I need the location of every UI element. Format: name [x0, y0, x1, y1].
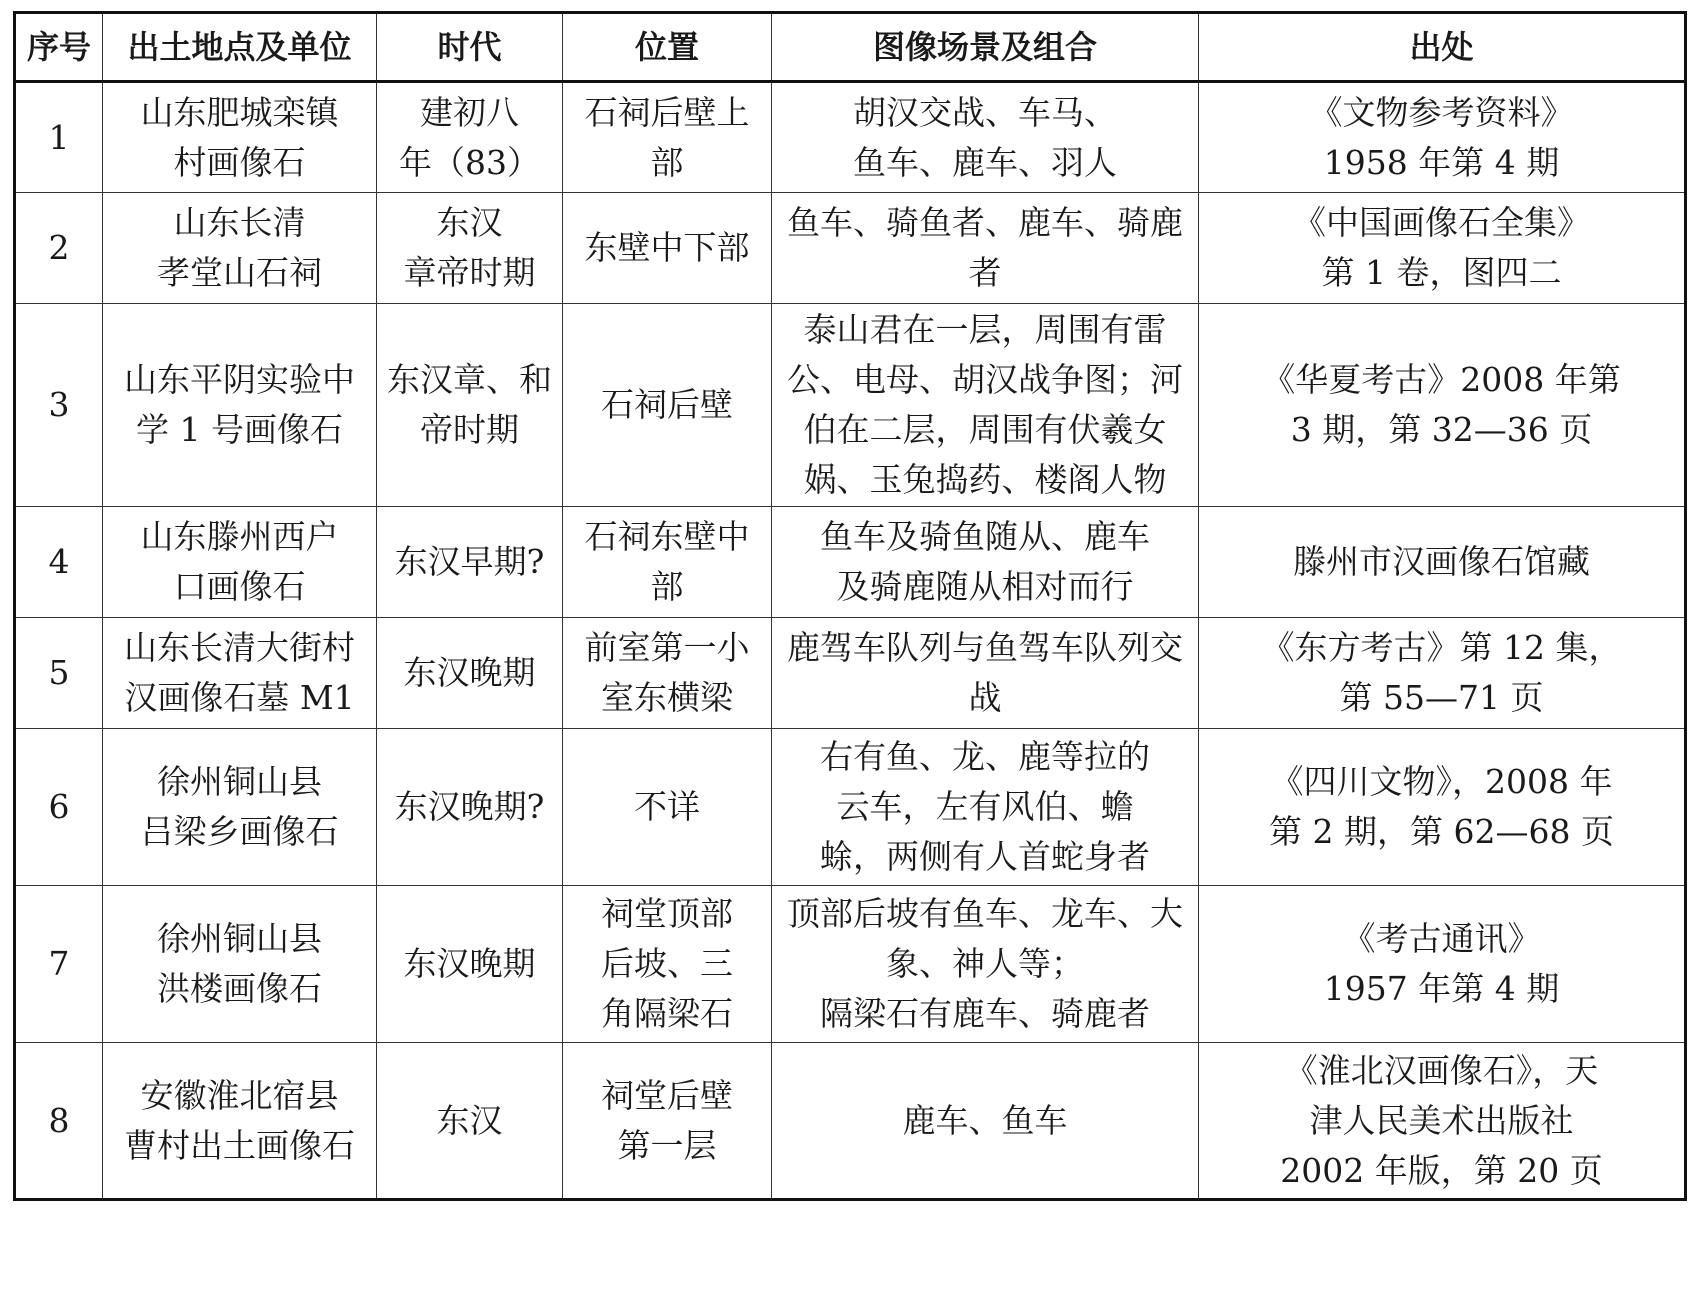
- site-table: [13, 11, 1687, 1201]
- cell-index: 6: [15, 729, 103, 886]
- cell-position: 石祠后壁: [563, 304, 772, 507]
- cell-index: 7: [15, 886, 103, 1043]
- cell-scene: 泰山君在一层，周围有雷 公、电母、胡汉战争图；河 伯在二层，周围有伏羲女 娲、玉兔捣药、楼阁人物: [772, 304, 1199, 507]
- cell-position: 东壁中下部: [563, 193, 772, 304]
- cell-scene: 鹿驾车队列与鱼驾车队列交战: [772, 618, 1199, 729]
- cell-index: 5: [15, 618, 103, 729]
- cell-era: 东汉早期?: [377, 507, 563, 618]
- table-row: [15, 886, 1686, 1043]
- cell-era: 东汉 章帝时期: [377, 193, 563, 304]
- table-row: [15, 618, 1686, 729]
- cell-source: 《淮北汉画像石》，天 津人民美术出版社 2002 年版，第 20 页: [1199, 1043, 1686, 1200]
- header-source: 出处: [1199, 13, 1686, 82]
- cell-position: 石祠后壁上部: [563, 82, 772, 193]
- cell-scene: 鹿车、鱼车: [772, 1043, 1199, 1200]
- header-index: 序号: [15, 13, 103, 82]
- cell-site: 安徽淮北宿县 曹村出土画像石: [103, 1043, 377, 1200]
- cell-scene: 顶部后坡有鱼车、龙车、大 象、神人等； 隔梁石有鹿车、骑鹿者: [772, 886, 1199, 1043]
- header-row: [15, 13, 1686, 82]
- table-row: [15, 729, 1686, 886]
- cell-site: 山东长清大街村 汉画像石墓 M1: [103, 618, 377, 729]
- cell-position: 石祠东壁中部: [563, 507, 772, 618]
- cell-position: 不详: [563, 729, 772, 886]
- table-row: [15, 1043, 1686, 1200]
- cell-scene: 胡汉交战、车马、 鱼车、鹿车、羽人: [772, 82, 1199, 193]
- cell-era: 东汉晚期: [377, 618, 563, 729]
- cell-era: 东汉: [377, 1043, 563, 1200]
- cell-site: 徐州铜山县 吕梁乡画像石: [103, 729, 377, 886]
- table-row: [15, 193, 1686, 304]
- cell-position: 祠堂顶部 后坡、三 角隔梁石: [563, 886, 772, 1043]
- table-row: [15, 304, 1686, 507]
- cell-source: 《考古通讯》 1957 年第 4 期: [1199, 886, 1686, 1043]
- cell-index: 1: [15, 82, 103, 193]
- header-scene: 图像场景及组合: [772, 13, 1199, 82]
- cell-scene: 右有鱼、龙、鹿等拉的 云车，左有风伯、蟾 蜍，两侧有人首蛇身者: [772, 729, 1199, 886]
- cell-era: 东汉晚期?: [377, 729, 563, 886]
- cell-source: 《华夏考古》2008 年第 3 期，第 32—36 页: [1199, 304, 1686, 507]
- cell-index: 3: [15, 304, 103, 507]
- cell-source: 《四川文物》，2008 年 第 2 期，第 62—68 页: [1199, 729, 1686, 886]
- header-position: 位置: [563, 13, 772, 82]
- cell-position: 祠堂后壁 第一层: [563, 1043, 772, 1200]
- cell-index: 4: [15, 507, 103, 618]
- cell-source: 《中国画像石全集》 第 1 卷，图四二: [1199, 193, 1686, 304]
- cell-site: 山东滕州西户 口画像石: [103, 507, 377, 618]
- cell-source: 滕州市汉画像石馆藏: [1199, 507, 1686, 618]
- cell-position: 前室第一小 室东横梁: [563, 618, 772, 729]
- cell-source: 《文物参考资料》 1958 年第 4 期: [1199, 82, 1686, 193]
- cell-site: 山东平阴实验中 学 1 号画像石: [103, 304, 377, 507]
- cell-era: 东汉章、和 帝时期: [377, 304, 563, 507]
- cell-source: 《东方考古》第 12 集， 第 55—71 页: [1199, 618, 1686, 729]
- cell-site: 山东肥城栾镇 村画像石: [103, 82, 377, 193]
- cell-era: 东汉晚期: [377, 886, 563, 1043]
- cell-era: 建初八 年（83）: [377, 82, 563, 193]
- cell-scene: 鱼车、骑鱼者、鹿车、骑鹿者: [772, 193, 1199, 304]
- header-era: 时代: [377, 13, 563, 82]
- cell-index: 2: [15, 193, 103, 304]
- cell-index: 8: [15, 1043, 103, 1200]
- cell-site: 山东长清 孝堂山石祠: [103, 193, 377, 304]
- cell-scene: 鱼车及骑鱼随从、鹿车 及骑鹿随从相对而行: [772, 507, 1199, 618]
- cell-site: 徐州铜山县 洪楼画像石: [103, 886, 377, 1043]
- table-row: [15, 82, 1686, 193]
- table-row: [15, 507, 1686, 618]
- header-site: 出土地点及单位: [103, 13, 377, 82]
